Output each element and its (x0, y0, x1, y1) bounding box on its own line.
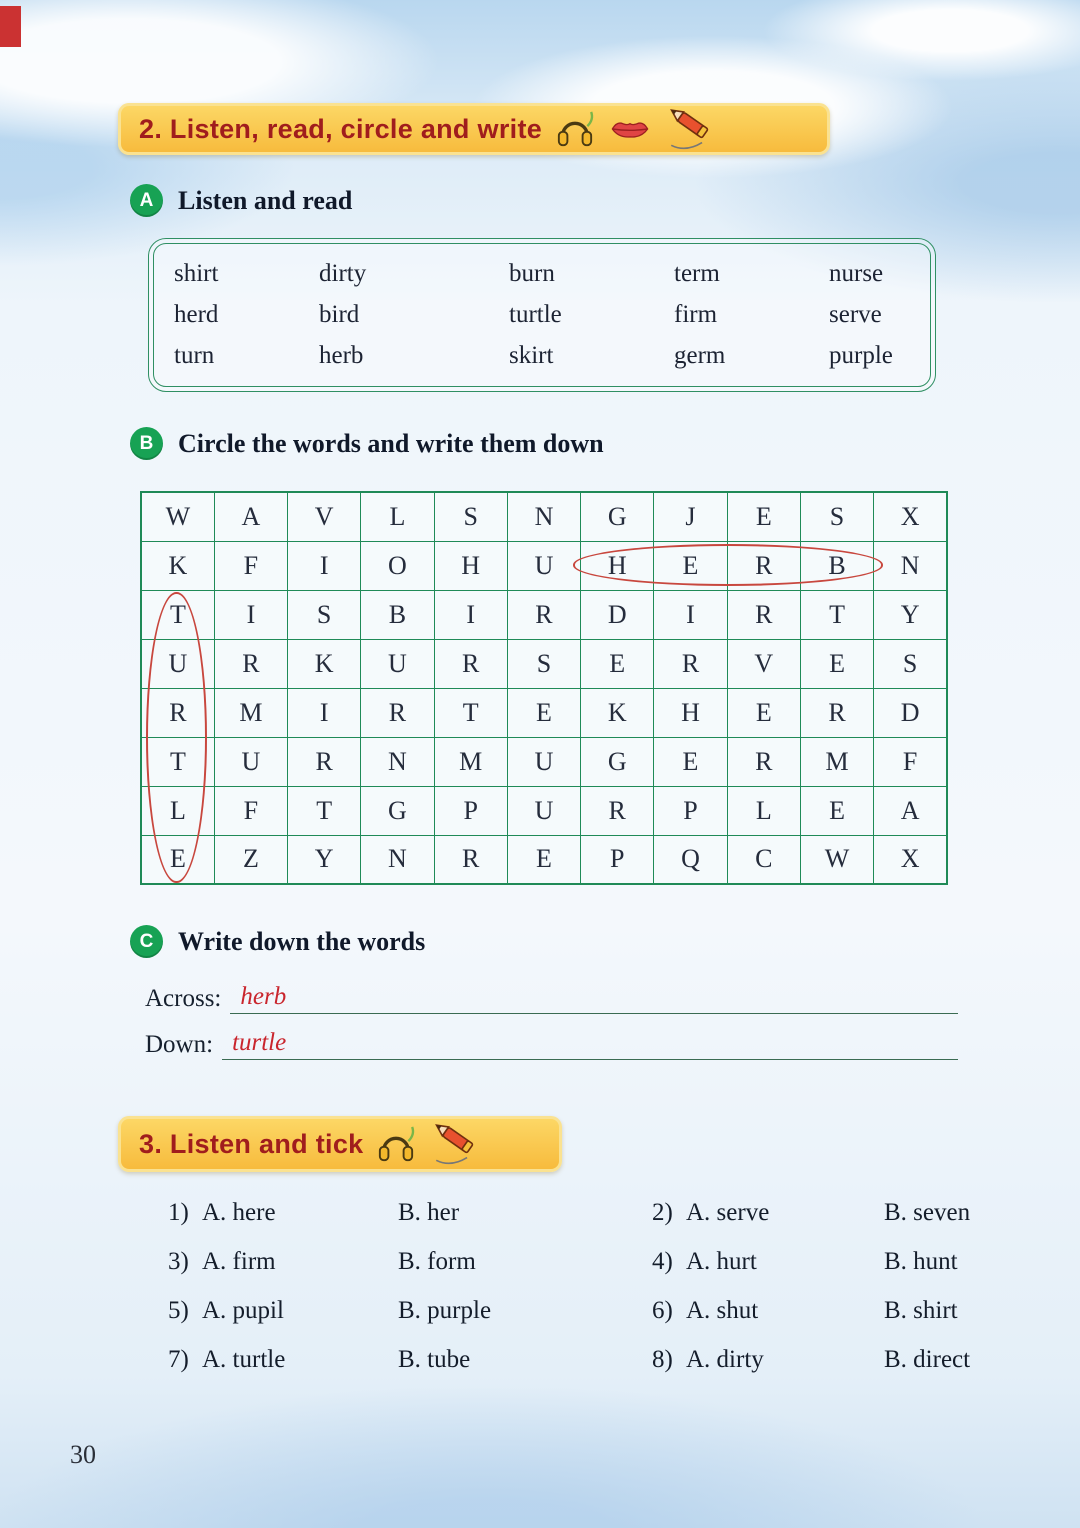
item-number: 6) (652, 1297, 673, 1324)
option-a[interactable]: A. pupil (202, 1297, 284, 1324)
option-a[interactable]: A. firm (202, 1248, 276, 1275)
grid-cell: I (288, 541, 361, 590)
grid-cell: E (654, 541, 727, 590)
option-a[interactable]: A. turtle (202, 1346, 286, 1373)
grid-cell: E (800, 786, 873, 835)
grid-cell: L (361, 492, 434, 541)
listen-read-word-box (148, 238, 936, 392)
grid-row (141, 639, 947, 688)
pencil-icon (664, 107, 722, 151)
grid-cell: C (727, 835, 800, 884)
grid-cell: X (874, 835, 947, 884)
grid-cell: G (581, 737, 654, 786)
grid-cell: G (581, 492, 654, 541)
grid-cell: R (507, 590, 580, 639)
grid-row (141, 688, 947, 737)
option-a[interactable]: A. dirty (686, 1346, 764, 1373)
grid-cell: J (654, 492, 727, 541)
grid-cell: R (434, 639, 507, 688)
grid-cell: E (654, 737, 727, 786)
grid-cell: Y (874, 590, 947, 639)
part-a-badge: A (130, 184, 163, 217)
lips-icon (608, 115, 652, 143)
item-number: 4) (652, 1248, 673, 1275)
grid-cell: F (874, 737, 947, 786)
part-c-header (130, 925, 425, 958)
grid-cell: S (800, 492, 873, 541)
grid-row (141, 492, 947, 541)
down-row (145, 1026, 958, 1060)
grid-cell: M (214, 688, 287, 737)
word-item: bird (319, 301, 360, 328)
word-item: serve (829, 301, 882, 328)
grid-cell: P (654, 786, 727, 835)
word-item: dirty (319, 260, 367, 287)
item-number: 2) (652, 1199, 673, 1226)
across-answer-blank[interactable] (230, 983, 958, 1014)
grid-cell: T (434, 688, 507, 737)
item-number: 1) (168, 1199, 189, 1226)
option-b[interactable]: B. tube (398, 1346, 471, 1373)
grid-cell: V (727, 639, 800, 688)
grid-cell: F (214, 541, 287, 590)
grid-cell: U (507, 541, 580, 590)
grid-cell: R (288, 737, 361, 786)
option-b[interactable]: B. direct (884, 1346, 971, 1373)
word-item: herb (319, 342, 364, 369)
grid-cell: S (507, 639, 580, 688)
grid-cell: R (800, 688, 873, 737)
down-answer: turtle (232, 1029, 287, 1056)
word-item: firm (674, 301, 718, 328)
grid-cell: M (800, 737, 873, 786)
grid-cell: R (434, 835, 507, 884)
word-item: shirt (174, 260, 219, 287)
grid-cell: R (727, 590, 800, 639)
option-b[interactable]: B. purple (398, 1297, 492, 1324)
down-label: Down: (145, 1031, 214, 1058)
grid-cell: S (288, 590, 361, 639)
word-search-wrap (140, 491, 948, 885)
part-b-title: Circle the words and write them down (178, 428, 604, 458)
grid-cell: N (361, 835, 434, 884)
grid-cell: W (800, 835, 873, 884)
down-answer-blank[interactable] (222, 1029, 958, 1060)
option-b[interactable]: B. her (398, 1199, 460, 1226)
across-row (145, 980, 958, 1014)
grid-cell: Z (214, 835, 287, 884)
grid-cell: E (800, 639, 873, 688)
grid-row (141, 590, 947, 639)
grid-cell: I (434, 590, 507, 639)
grid-cell: E (507, 835, 580, 884)
word-list (174, 260, 914, 370)
part-c-title: Write down the words (178, 926, 426, 956)
option-b[interactable]: B. shirt (884, 1297, 958, 1324)
grid-row (141, 786, 947, 835)
grid-cell: P (581, 835, 654, 884)
word-item: turn (174, 342, 215, 369)
grid-cell: R (214, 639, 287, 688)
grid-cell: H (654, 688, 727, 737)
grid-cell: T (800, 590, 873, 639)
across-label: Across: (145, 985, 222, 1012)
grid-cell: E (507, 688, 580, 737)
grid-cell: E (727, 492, 800, 541)
grid-cell: V (288, 492, 361, 541)
grid-cell: K (141, 541, 214, 590)
word-item: nurse (829, 260, 884, 287)
item-number: 5) (168, 1297, 189, 1324)
grid-cell: R (727, 737, 800, 786)
grid-cell: U (214, 737, 287, 786)
grid-cell: E (141, 835, 214, 884)
section2-banner-title: 2. Listen, read, circle and write (139, 113, 543, 144)
grid-cell: D (581, 590, 654, 639)
grid-cell: L (141, 786, 214, 835)
item-number: 7) (168, 1346, 189, 1373)
tick-list (168, 1198, 980, 1375)
across-answer: herb (240, 983, 287, 1010)
grid-cell: M (434, 737, 507, 786)
grid-cell: N (361, 737, 434, 786)
word-item: term (674, 260, 720, 287)
grid-cell: R (141, 688, 214, 737)
grid-cell: Q (654, 835, 727, 884)
word-item: burn (509, 260, 555, 287)
part-a-header (130, 184, 352, 217)
grid-cell: I (654, 590, 727, 639)
item-number: 3) (168, 1248, 189, 1275)
option-b[interactable]: B. form (398, 1248, 476, 1275)
grid-cell: K (288, 639, 361, 688)
grid-cell: N (874, 541, 947, 590)
word-item: skirt (509, 342, 554, 369)
grid-row (141, 835, 947, 884)
part-a-title: Listen and read (178, 185, 353, 215)
item-number: 8) (652, 1346, 673, 1373)
grid-cell: H (434, 541, 507, 590)
grid-cell: G (361, 786, 434, 835)
grid-cell: L (727, 786, 800, 835)
word-item: turtle (509, 301, 562, 328)
word-search-grid (140, 491, 948, 885)
grid-cell: U (507, 737, 580, 786)
headphones-icon (375, 1125, 417, 1163)
grid-cell: E (727, 688, 800, 737)
word-item: purple (829, 342, 893, 369)
option-a[interactable]: A. shut (686, 1297, 759, 1324)
spine-red-strip (0, 6, 21, 47)
section3-banner-title: 3. Listen and tick (139, 1128, 364, 1159)
grid-cell: T (141, 590, 214, 639)
option-b[interactable]: B. hunt (884, 1248, 958, 1275)
section2-banner (118, 103, 830, 155)
option-a[interactable]: A. serve (686, 1199, 770, 1226)
grid-cell: A (874, 786, 947, 835)
grid-cell: I (214, 590, 287, 639)
grid-cell: X (874, 492, 947, 541)
grid-cell: S (874, 639, 947, 688)
grid-cell: E (581, 639, 654, 688)
grid-cell: U (361, 639, 434, 688)
grid-cell: N (507, 492, 580, 541)
grid-cell: O (361, 541, 434, 590)
part-c-badge: C (130, 925, 163, 958)
grid-cell: K (581, 688, 654, 737)
grid-cell: F (214, 786, 287, 835)
grid-cell: A (214, 492, 287, 541)
grid-cell: P (434, 786, 507, 835)
headphones-icon (554, 110, 596, 148)
grid-cell: R (361, 688, 434, 737)
section3-banner (118, 1116, 562, 1172)
grid-cell: H (581, 541, 654, 590)
part-b-header (130, 427, 604, 460)
grid-cell: S (434, 492, 507, 541)
word-item: germ (674, 342, 726, 369)
grid-cell: R (654, 639, 727, 688)
grid-cell: T (141, 737, 214, 786)
grid-cell: Y (288, 835, 361, 884)
option-b[interactable]: B. seven (884, 1199, 971, 1226)
grid-cell: I (288, 688, 361, 737)
grid-cell: B (800, 541, 873, 590)
grid-cell: T (288, 786, 361, 835)
grid-cell: R (581, 786, 654, 835)
option-a[interactable]: A. hurt (686, 1248, 757, 1275)
part-b-badge: B (130, 427, 163, 460)
grid-row (141, 541, 947, 590)
word-item: herd (174, 301, 219, 328)
page-number: 30 (70, 1440, 96, 1469)
grid-cell: B (361, 590, 434, 639)
grid-cell: R (727, 541, 800, 590)
grid-cell: D (874, 688, 947, 737)
grid-row (141, 737, 947, 786)
pencil-icon (429, 1122, 487, 1166)
grid-cell: U (507, 786, 580, 835)
grid-cell: U (141, 639, 214, 688)
grid-cell: W (141, 492, 214, 541)
option-a[interactable]: A. here (202, 1199, 276, 1226)
